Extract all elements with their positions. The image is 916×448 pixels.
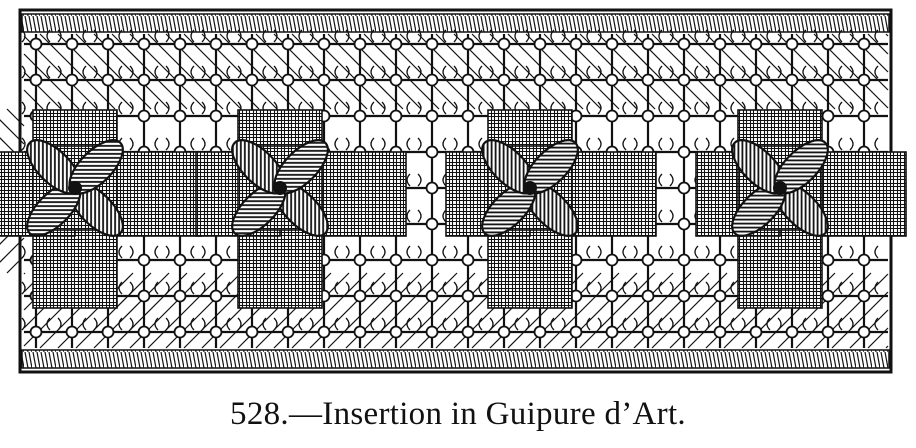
loop-ring	[859, 327, 870, 338]
loop-ring	[643, 39, 654, 50]
loop-ring	[283, 75, 294, 86]
loop-ring	[355, 291, 366, 302]
loop-ring	[535, 39, 546, 50]
loop-ring	[643, 327, 654, 338]
loop-ring	[751, 39, 762, 50]
loop-ring	[391, 75, 402, 86]
loop-ring	[679, 219, 690, 230]
loop-ring	[427, 183, 438, 194]
loop-ring	[211, 255, 222, 266]
loop-ring	[463, 75, 474, 86]
loop-ring	[715, 255, 726, 266]
loop-ring	[823, 39, 834, 50]
loop-ring	[463, 39, 474, 50]
loop-ring	[427, 75, 438, 86]
loop-ring	[499, 39, 510, 50]
loop-ring	[535, 327, 546, 338]
loop-ring	[859, 39, 870, 50]
loop-ring	[715, 75, 726, 86]
loop-ring	[463, 111, 474, 122]
loop-ring	[571, 327, 582, 338]
loop-ring	[607, 327, 618, 338]
loop-ring	[139, 327, 150, 338]
loop-ring	[247, 327, 258, 338]
loop-ring	[679, 255, 690, 266]
loop-ring	[355, 327, 366, 338]
loop-ring	[823, 75, 834, 86]
loop-ring	[247, 75, 258, 86]
loop-ring	[427, 255, 438, 266]
loop-ring	[787, 327, 798, 338]
loop-ring	[643, 255, 654, 266]
loop-ring	[679, 111, 690, 122]
loop-ring	[535, 75, 546, 86]
loop-ring	[139, 111, 150, 122]
loop-ring	[283, 327, 294, 338]
loop-ring	[427, 147, 438, 158]
loop-ring	[787, 39, 798, 50]
loop-ring	[139, 75, 150, 86]
bottom-edging	[22, 350, 889, 368]
loop-ring	[175, 255, 186, 266]
loop-ring	[823, 111, 834, 122]
loop-ring	[211, 291, 222, 302]
loop-ring	[463, 255, 474, 266]
loop-ring	[823, 327, 834, 338]
loop-ring	[391, 255, 402, 266]
loop-ring	[139, 291, 150, 302]
linen-stitch-block	[322, 152, 406, 236]
loop-ring	[211, 111, 222, 122]
loop-ring	[283, 39, 294, 50]
loop-ring	[31, 327, 42, 338]
loop-ring	[355, 39, 366, 50]
loop-ring	[607, 75, 618, 86]
loop-ring	[427, 327, 438, 338]
loop-ring	[787, 75, 798, 86]
loop-ring	[607, 255, 618, 266]
loop-ring	[715, 111, 726, 122]
loop-ring	[679, 75, 690, 86]
motif-center	[273, 181, 287, 195]
loop-ring	[499, 327, 510, 338]
loop-ring	[175, 327, 186, 338]
loop-ring	[211, 39, 222, 50]
loop-ring	[859, 75, 870, 86]
linen-stitch-block	[572, 152, 656, 236]
loop-ring	[499, 75, 510, 86]
loop-ring	[823, 255, 834, 266]
loop-ring	[67, 39, 78, 50]
loop-ring	[247, 39, 258, 50]
loop-ring	[355, 111, 366, 122]
loop-ring	[679, 291, 690, 302]
loop-ring	[175, 39, 186, 50]
loop-ring	[607, 111, 618, 122]
loop-ring	[859, 291, 870, 302]
loop-ring	[319, 327, 330, 338]
loop-ring	[823, 291, 834, 302]
loop-ring	[427, 219, 438, 230]
loop-ring	[391, 327, 402, 338]
loop-ring	[571, 39, 582, 50]
loop-ring	[679, 147, 690, 158]
loop-ring	[751, 327, 762, 338]
loop-ring	[427, 39, 438, 50]
motif-center	[68, 181, 82, 195]
loop-ring	[427, 291, 438, 302]
loop-ring	[103, 75, 114, 86]
motif-center	[523, 181, 537, 195]
lattice-thread	[24, 273, 25, 274]
loop-ring	[427, 111, 438, 122]
loop-ring	[607, 39, 618, 50]
loop-ring	[355, 255, 366, 266]
loop-ring	[211, 75, 222, 86]
loop-ring	[31, 75, 42, 86]
loop-ring	[139, 39, 150, 50]
loop-ring	[103, 327, 114, 338]
figure-caption: 528.—Insertion in Guipure d’Art.	[230, 396, 686, 432]
loop-ring	[67, 75, 78, 86]
loop-ring	[643, 111, 654, 122]
loop-ring	[463, 327, 474, 338]
loop-ring	[139, 255, 150, 266]
top-edging	[22, 14, 889, 32]
loop-ring	[391, 111, 402, 122]
motif-center	[773, 181, 787, 195]
loop-ring	[679, 183, 690, 194]
loop-ring	[175, 291, 186, 302]
loop-ring	[571, 75, 582, 86]
loop-ring	[463, 291, 474, 302]
loop-ring	[679, 327, 690, 338]
linen-stitch-block	[117, 152, 201, 236]
loop-ring	[391, 291, 402, 302]
loop-ring	[67, 327, 78, 338]
loop-ring	[859, 255, 870, 266]
linen-stitch-block	[822, 152, 906, 236]
loop-ring	[715, 39, 726, 50]
loop-ring	[679, 39, 690, 50]
loop-ring	[643, 75, 654, 86]
loop-ring	[643, 291, 654, 302]
loop-ring	[715, 291, 726, 302]
loop-ring	[175, 111, 186, 122]
loop-ring	[859, 111, 870, 122]
loop-ring	[715, 327, 726, 338]
loop-ring	[319, 39, 330, 50]
loop-ring	[751, 75, 762, 86]
loop-ring	[31, 39, 42, 50]
loop-ring	[391, 39, 402, 50]
loop-ring	[175, 75, 186, 86]
loop-ring	[355, 75, 366, 86]
loop-ring	[103, 39, 114, 50]
loop-ring	[211, 327, 222, 338]
loop-ring	[607, 291, 618, 302]
loop-ring	[319, 75, 330, 86]
